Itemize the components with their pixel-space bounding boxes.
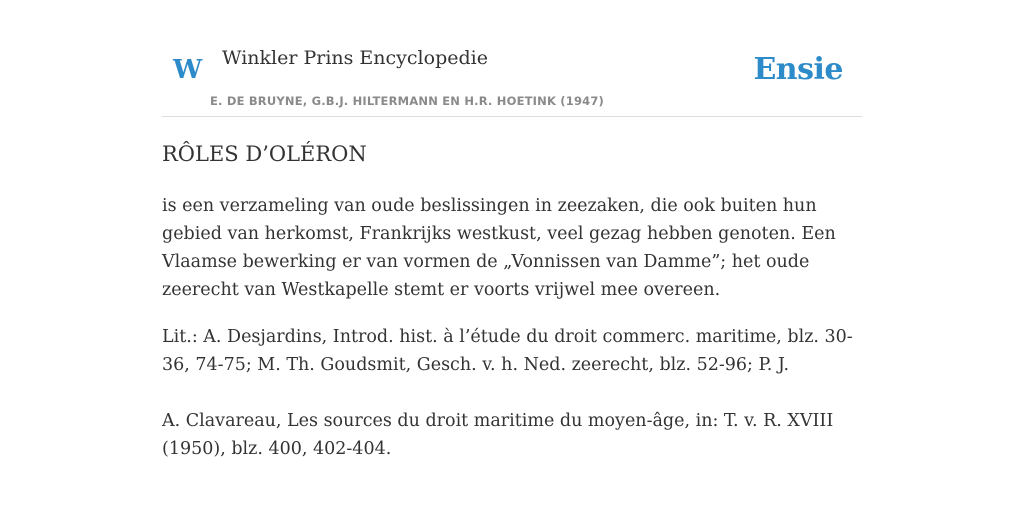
- publication-title[interactable]: Winkler Prins Encyclopedie: [222, 47, 488, 69]
- literature-paragraph: Lit.: A. Desjardins, Introd. hist. à l’étude du droit commerc. maritime, blz. 30-36, 74-75; M. Th. Goudsmit, Gesch. v. h. Ned. zeerecht, blz. 52-96; P. J.: [162, 327, 853, 375]
- entry-title: RÔLES D’OLÉRON: [162, 142, 367, 166]
- ensie-brand-link[interactable]: Ensie: [753, 52, 843, 87]
- literature-continuation: A. Clavareau, Les sources du droit maritime du moyen-âge, in: T. v. R. XVIII (1950), blz. 400, 402-404.: [162, 411, 834, 459]
- entry-paragraph: is een verzameling van oude beslissingen in zeezaken, die ook buiten hun gebied van herkomst, Frankrijks westkust, veel gezag hebben genoten. Een Vlaamse bewerking er van vormen de „Vonnissen van Damme”; het oude zeerecht van Westkapelle stemt er voorts vrijwel mee overeen.: [162, 196, 836, 300]
- site-header: [162, 0, 862, 117]
- article-page: [162, 0, 862, 512]
- authors-credit: E. DE BRUYNE, G.B.J. HILTERMANN EN H.R. HOETINK (1947): [210, 94, 605, 108]
- winkler-prins-logo[interactable]: W: [173, 55, 203, 85]
